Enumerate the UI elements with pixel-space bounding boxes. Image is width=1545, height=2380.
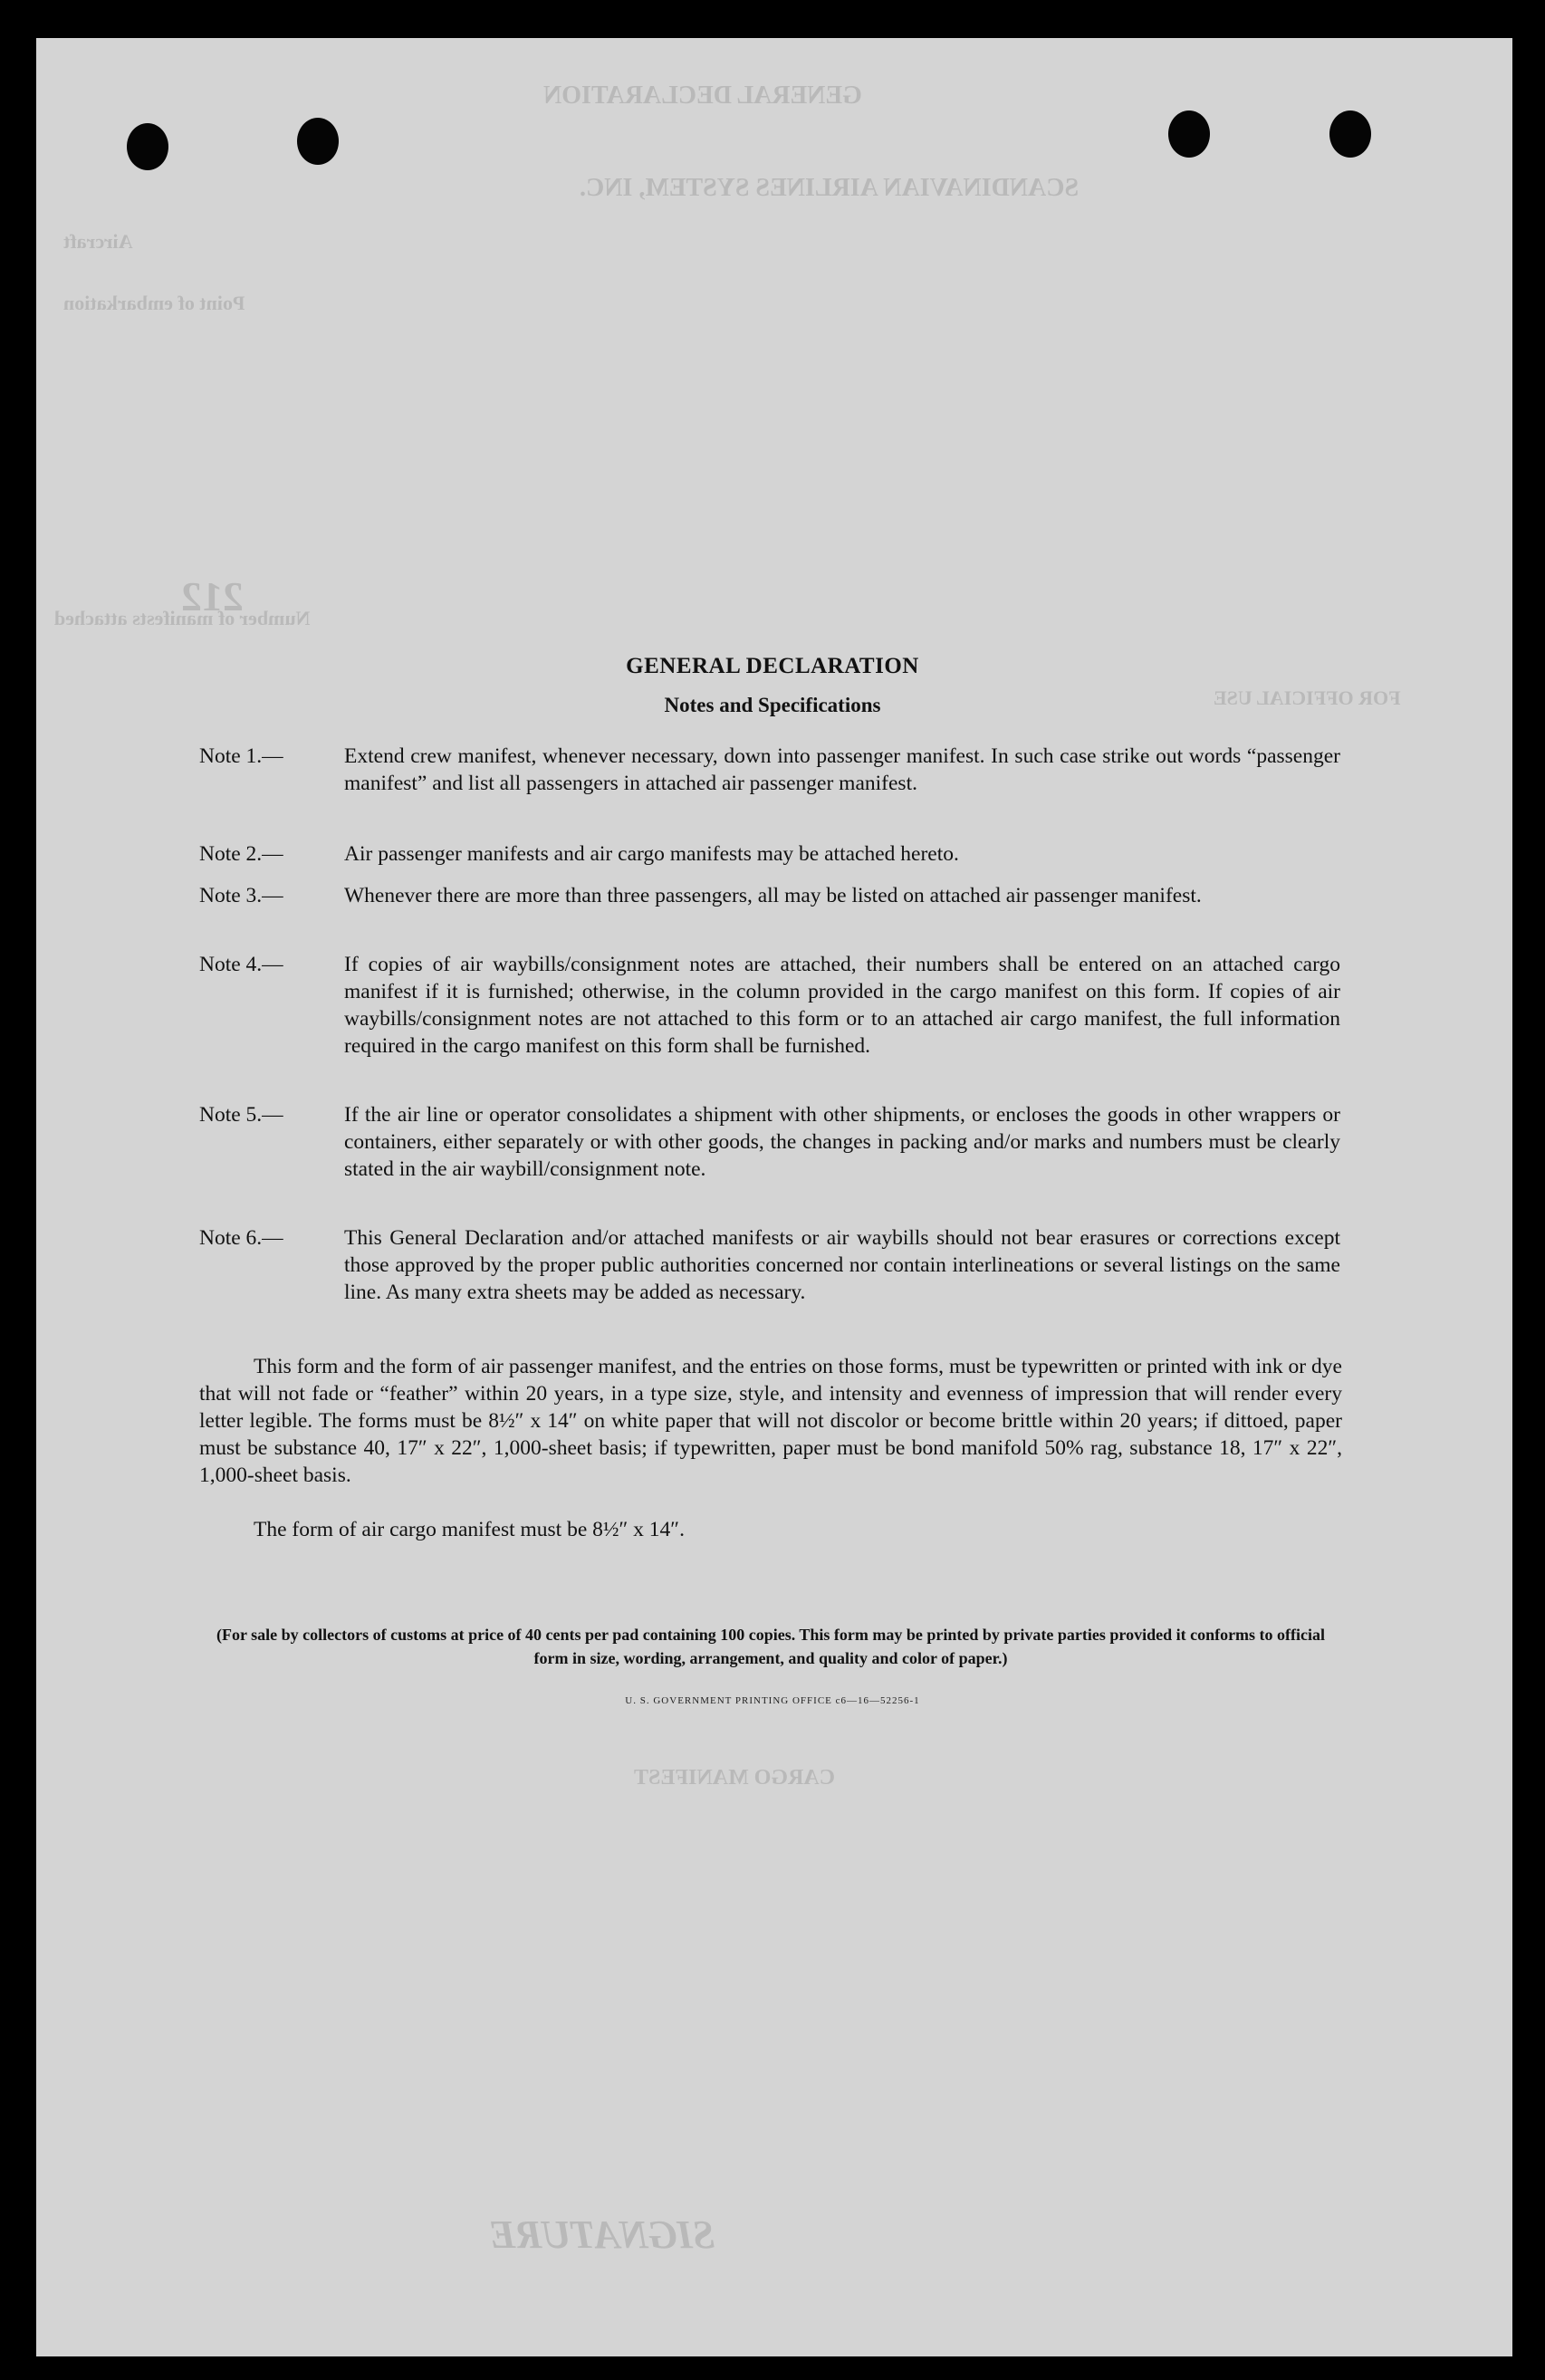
page-title: GENERAL DECLARATION — [626, 654, 919, 678]
note-text: This General Declaration and/or attached manifests or air waybills should not bear erasures or corrections except those approved by the proper public authorities concerned nor contain interlineations or several listings on the same line. As many extra sheets may be added as necessary. — [344, 1226, 1340, 1304]
bleed-through-aircraft: Aircraft — [63, 230, 133, 253]
note-2 — [199, 840, 1340, 868]
note-label: Note 3.— — [199, 884, 283, 907]
note-text: Whenever there are more than three passengers, all may be listed on attached air passenger manifest. — [344, 884, 1202, 907]
bleed-through-title: GENERAL DECLARATION — [543, 82, 862, 110]
note-label: Note 1.— — [199, 744, 283, 768]
page-subtitle: Notes and Specifications — [664, 694, 881, 716]
note-4 — [199, 951, 1340, 1060]
note-text: If copies of air waybills/consignment notes are attached, their numbers shall be entered on an attached cargo manifest if it is furnished; otherwise, in the column provided in the cargo manifest on this form. If copies of air waybills/consignment notes are not attached to this form or to an attached air cargo manifest, the full information required in the cargo manifest on this form shall be furnished. — [344, 953, 1340, 1058]
punch-hole-right-1 — [1168, 110, 1210, 158]
punch-hole-left-2 — [297, 118, 339, 165]
note-label: Note 4.— — [199, 953, 283, 976]
note-text: If the air line or operator consolidates a shipment with other shipments, or encloses the goods in other wrappers or containers, either separately or with other goods, the changes in packing and/or marks and numbers must be clearly stated in the air waybill/consignment note. — [344, 1103, 1340, 1181]
note-5 — [199, 1101, 1340, 1183]
note-3 — [199, 882, 1340, 909]
bleed-through-company: SCANDINAVIAN AIRLINES SYSTEM, INC. — [580, 174, 1080, 202]
punch-hole-right-2 — [1329, 110, 1371, 158]
note-text: Air passenger manifests and air cargo manifests may be attached hereto. — [344, 842, 959, 866]
cargo-manifest-specification: The form of air cargo manifest must be 8½″ x 14″. — [254, 1518, 685, 1541]
document-page — [36, 38, 1512, 2356]
bleed-through-embarkation: Point of embarkation — [63, 292, 245, 314]
note-1 — [199, 743, 1340, 797]
note-text: Extend crew manifest, whenever necessary, down into passenger manifest. In such case strike out words “passenger manifest” and list all passengers in attached air passenger manifest. — [344, 744, 1340, 795]
note-label: Note 6.— — [199, 1226, 283, 1250]
note-label: Note 5.— — [199, 1103, 283, 1127]
bleed-through-signature: SIGNATURE — [489, 2212, 715, 2257]
note-6 — [199, 1224, 1340, 1306]
bleed-through-official: FOR OFFICIAL USE — [1214, 686, 1401, 709]
form-specification-paragraph: This form and the form of air passenger manifest, and the entries on those forms, must be typewritten or printed with ink or dye that will not fade or “feather” within 20 years, in a type size, style, and intensity and evenness of impression that will render every letter legible. The forms must be 8½″ x 14″ on white paper that will not discolor or become brittle within 20 years; if dittoed, paper must be substance 40, 17″ x 22″, 1,000-sheet basis; if typewritten, paper must be bond manifold 50% rag, substance 18, 17″ x 22″, 1,000-sheet basis. — [199, 1355, 1342, 1487]
printing-office-imprint: U. S. GOVERNMENT PRINTING OFFICE c6—16—52256-1 — [625, 1695, 920, 1706]
bleed-through-cargo: CARGO MANIFEST — [634, 1766, 836, 1790]
note-label: Note 2.— — [199, 842, 283, 866]
sale-notice: (For sale by collectors of customs at price of 40 cents per pad containing 100 copies. This form may be printed by private parties provided it conforms to official form in size, wording, arrangement, and quality and color of paper.) — [216, 1626, 1326, 1667]
bleed-through-manifests: Number of manifests attached — [54, 607, 311, 629]
bleed-through-number: 212 — [181, 573, 244, 619]
punch-hole-left-1 — [127, 123, 168, 170]
